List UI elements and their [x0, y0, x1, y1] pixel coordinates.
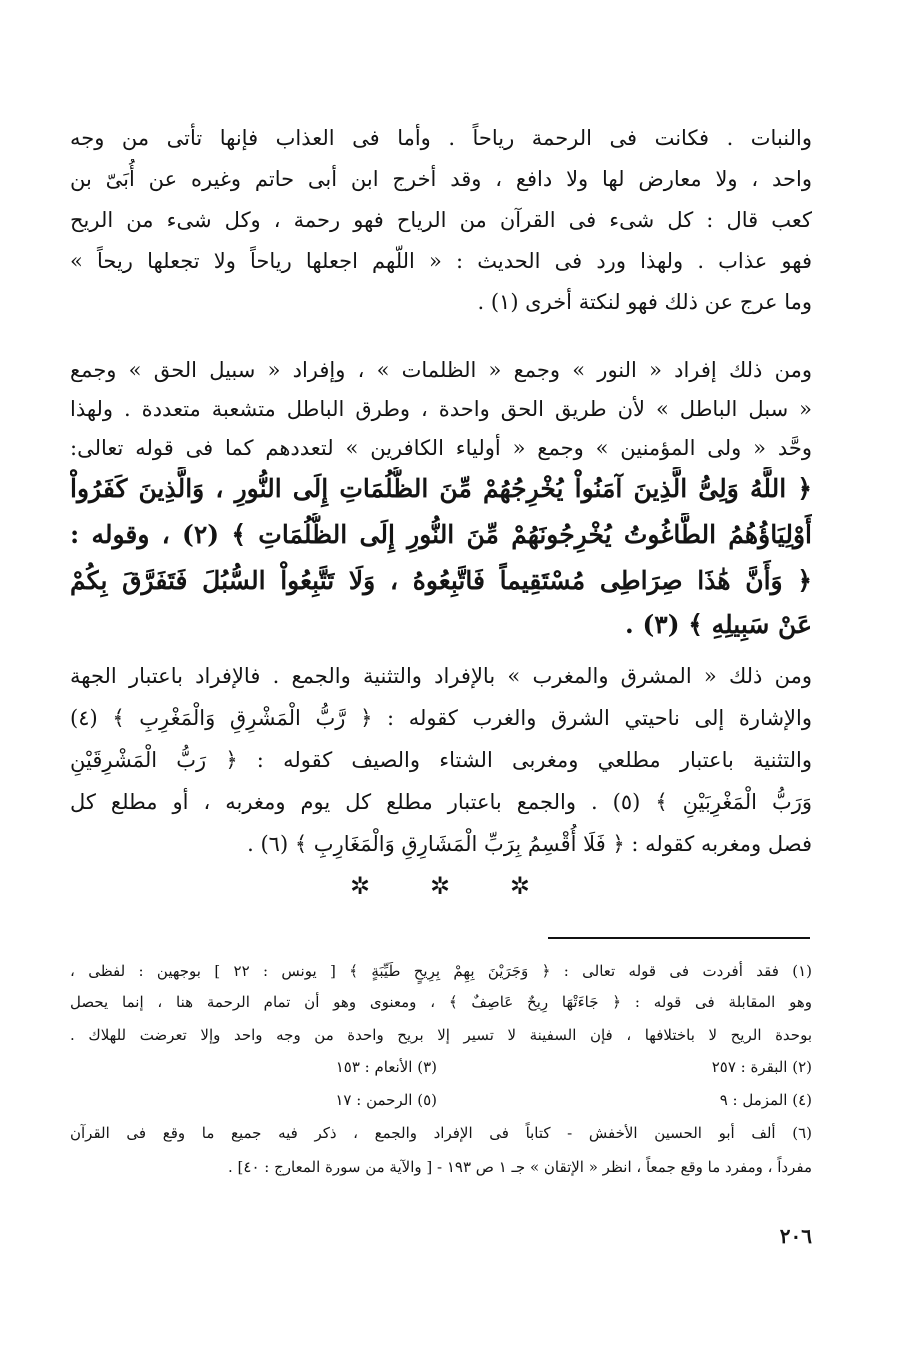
text-line: فهو عذاب . ولهذا ورد فى الحديث : « اللّهم اجعلها رياحاً ولا تجعلها ريحاً » — [70, 249, 812, 273]
quran-verse-line: ﴿ وَأَنَّ هَٰذَا صِرَاطِى مُسْتَقِيماً فَاتَّبِعُوهُ ، وَلَا تَتَّبِعُواْ السُّبُلَ فَتَفَرَّقَ بِكُمْ — [70, 566, 812, 595]
text-line: فصل ومغربه كقوله : ﴿ فَلَا أُقْسِمُ بِرَبِّ الْمَشَارِقِ وَالْمَغَارِبِ ﴾ (٦) . — [247, 832, 812, 856]
text-line: كعب قال : كل شىء فى القرآن من الرياح فهو رحمة ، وكل شىء من الريح — [70, 208, 812, 232]
footnote-ref: (٢) البقرة : ٢٥٧ — [711, 1058, 812, 1076]
ornament-icon: ✲ — [429, 872, 451, 900]
text-line: وَرَبُّ الْمَغْرِبَيْنِ ﴾ (٥) . والجمع باعتبار مطلع كل يوم ومغربه ، أو مطلع كل — [70, 790, 812, 814]
ornament-icon: ✲ — [509, 872, 530, 900]
footnote-line: (١) فقد أفردت فى قوله تعالى : ﴿ وَجَرَيْنَ بِهِمْ بِرِيحٍ طَيِّبَةٍ ﴾ [ يونس : ٢٢ ] بوجهين : لفظى ، — [70, 962, 812, 980]
quran-verse-line: أَوْلِيَاؤُهُمُ الطَّاغُوتُ يُخْرِجُونَهُمْ مِّنَ النُّورِ إِلَى الظُّلُمَاتِ ﴾ (٢) ، وقوله : — [70, 520, 812, 549]
footnote-line: وهو المقابلة فى قوله : ﴿ جَاءَتْهَا رِيحٌ عَاصِفٌ ﴾ ، ومعنوى وهو أن تمام الرحمة هنا ، إنما يحصل — [70, 993, 812, 1011]
footnote-line: بوحدة الريح لا باختلافها ، فإن السفينة لا تسير إلا بريح واحدة من وجه واحد وإلا تعرضت للهلاك . — [70, 1026, 812, 1044]
footnote-rule — [548, 937, 810, 939]
text-line: وحَّد « ولى المؤمنين » وجمع « أولياء الكافرين » لتعددهم كما فى قوله تعالى: — [70, 436, 812, 460]
ornament-icon: ✲ — [350, 872, 371, 900]
text-line: ومن ذلك « المشرق والمغرب » بالإفراد والتثنية والجمع . فالإفراد باعتبار الجهة — [70, 664, 812, 688]
text-line: واحد ، ولا معارض لها ولا دافع ، وقد أخرج ابن أبى حاتم وغيره عن أُبَىّ بن — [70, 167, 812, 191]
footnote-ref: (٥) الرحمن : ١٧ — [335, 1091, 437, 1109]
footnote-line: (٦) ألف أبو الحسين الأخفش - كتاباً فى الإفراد والجمع ، ذكر فيه جميع ما وقع فى القرآن — [70, 1124, 812, 1142]
text-line: والتثنية باعتبار مطلعي ومغربى الشتاء والصيف كقوله : ﴿ رَبُّ الْمَشْرِقَيْنِ — [70, 748, 812, 772]
footnote-refs-row — [70, 1052, 812, 1082]
text-line: ومن ذلك إفراد « النور » وجمع « الظلمات » ، وإفراد « سبيل الحق » وجمع — [70, 358, 812, 382]
footnote-line: مفرداً ، ومفرد ما وقع جمعاً ، انظر « الإتقان » جـ ١ ص ١٩٣ - [ والآية من سورة المعارج : ٤٠] . — [228, 1158, 812, 1176]
footnote-refs-row — [70, 1085, 812, 1115]
page-number: ٢٠٦ — [779, 1224, 812, 1248]
quran-verse-line: ﴿ اللَّهُ وَلِىُّ الَّذِينَ آمَنُواْ يُخْرِجُهُمْ مِّنَ الظُّلُمَاتِ إِلَى النُّورِ ، وَالَّذِينَ كَفَرُواْ — [70, 474, 812, 503]
quran-verse-line: عَنْ سَبِيلِهِ ﴾ (٣) . — [625, 610, 812, 639]
footnote-ref: (٤) المزمل : ٩ — [719, 1091, 812, 1109]
section-divider — [350, 872, 530, 900]
text-line: والنبات . فكانت فى الرحمة رياحاً . وأما فى العذاب فإنها تأتى من وجه — [70, 126, 812, 150]
footnote-ref: (٣) الأنعام : ١٥٣ — [335, 1058, 437, 1076]
text-line: « سبل الباطل » لأن طريق الحق واحدة ، وطرق الباطل متشعبة متعددة . ولهذا — [70, 397, 812, 421]
text-line: والإشارة إلى ناحيتي الشرق والغرب كقوله : ﴿ رَّبُّ الْمَشْرِقِ وَالْمَغْرِبِ ﴾ (٤) — [70, 706, 812, 730]
text-line: وما عرج عن ذلك فهو لنكتة أخرى (١) . — [477, 290, 812, 314]
